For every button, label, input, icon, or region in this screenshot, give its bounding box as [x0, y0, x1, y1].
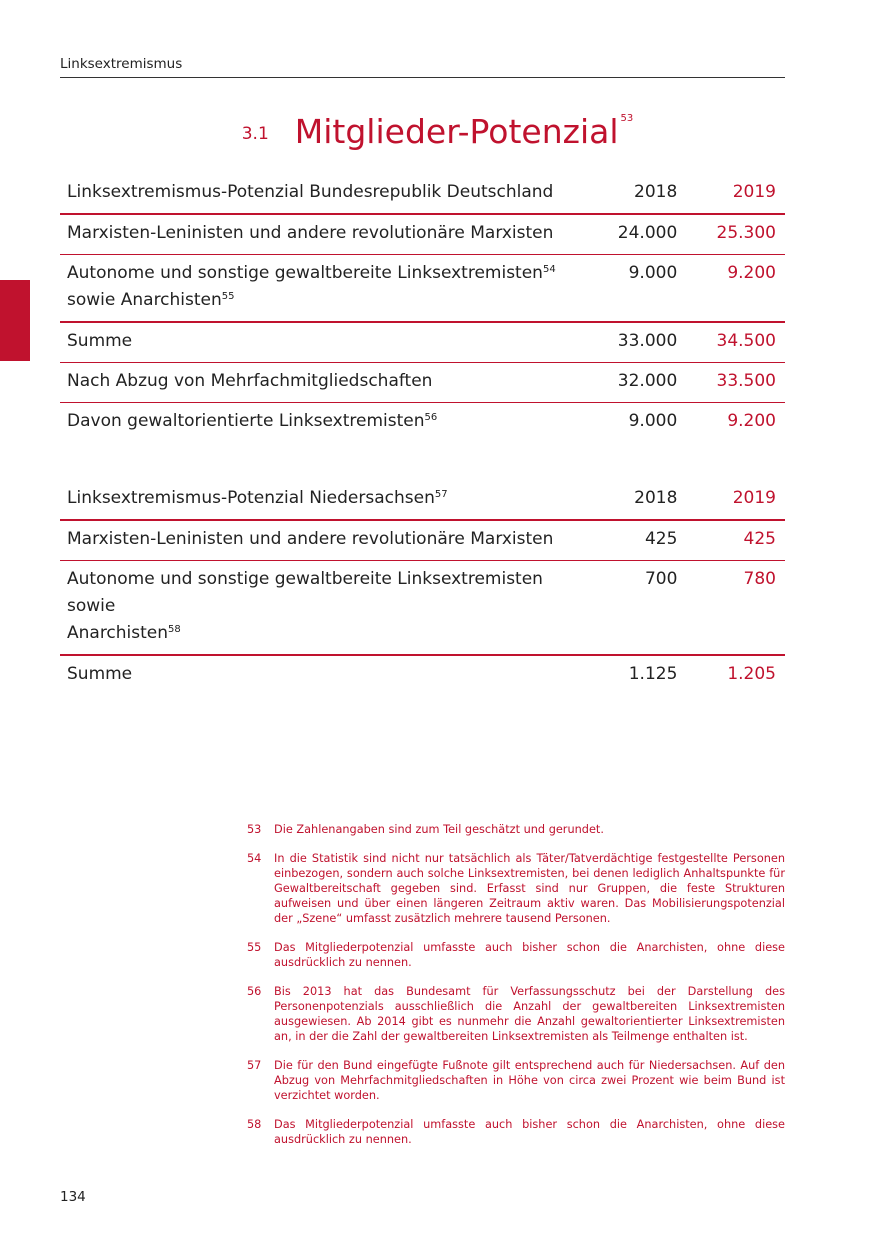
year-2018-header: 2018 — [582, 174, 681, 214]
footnote-ref: 56 — [424, 412, 438, 423]
row-label: Marxisten-Leninisten und andere revolutionäre Marxisten — [60, 214, 582, 255]
value-2018: 9.000 — [628, 411, 678, 431]
footnote — [247, 851, 785, 926]
value-2019: 780 — [680, 561, 785, 656]
footnote-ref: 55 — [221, 291, 235, 302]
table-row — [60, 363, 785, 403]
value-2019: 9.200 — [680, 255, 785, 323]
page-number: 134 — [60, 1189, 86, 1205]
running-head-title: Linksextremismus — [60, 56, 183, 72]
footnote — [247, 1117, 785, 1147]
table-row — [60, 520, 785, 561]
table-header-row — [60, 480, 785, 520]
year-2018-header: 2018 — [582, 480, 681, 520]
value-2019: 1.205 — [727, 664, 776, 684]
section-heading — [0, 112, 875, 151]
value-2019: 25.300 — [680, 214, 785, 255]
section-title: Mitglieder-Potenzial — [294, 112, 619, 151]
table-bund — [60, 174, 785, 442]
footnote — [247, 984, 785, 1044]
footnote-number: 56 — [247, 985, 262, 998]
value-2018: 9.000 — [582, 255, 681, 323]
table-header-row — [60, 174, 785, 214]
row-label: Summe — [67, 664, 133, 684]
footnote-number: 55 — [247, 941, 262, 954]
footnote-number: 58 — [247, 1118, 262, 1131]
value-2018: 32.000 — [582, 363, 681, 403]
footnote-number: 57 — [247, 1059, 262, 1072]
footnote — [247, 1058, 785, 1103]
value-2018: 33.000 — [582, 322, 681, 363]
footnote-text: Das Mitgliederpotenzial umfasste auch bisher schon die Anarchisten, ohne diese ausdrücklich zu nennen. — [274, 1118, 785, 1146]
row-label: Nach Abzug von Mehrfachmitgliedschaften — [60, 363, 582, 403]
footnote-text: Das Mitgliederpotenzial umfasste auch bisher schon die Anarchisten, ohne diese ausdrücklich zu nennen. — [274, 941, 785, 969]
footnote-text: In die Statistik sind nicht nur tatsächlich als Täter/Tatverdächtige festgestellte Personen einbezogen, sondern auch solche Linksextremisten, bei denen lediglich Anhaltspunkte für Gewaltbereitschaft gegeben sind. Erfasst sind nur Gruppen, die feste Strukturen aufweisen und über einen längeren Zeitraum aktiv waren. Das Mobilisierungspotenzial der „Szene“ umfasst zusätzlich mehrere tausend Personen. — [274, 852, 785, 925]
footnote-number: 54 — [247, 852, 262, 865]
footnote-text: Die Zahlenangaben sind zum Teil geschätzt und gerundet. — [274, 823, 604, 836]
table-title: Linksextremismus-Potenzial Bundesrepublik Deutschland — [60, 174, 582, 214]
footnote-ref: 53 — [620, 113, 634, 124]
table-row — [60, 322, 785, 363]
footnote — [247, 940, 785, 970]
row-label: Autonome und sonstige gewaltbereite Linksextremisten sowie Anarchisten$^{58}$ — [60, 561, 582, 656]
footnote — [247, 822, 785, 837]
row-label: Marxisten-Leninisten und andere revolutionäre Marxisten — [60, 520, 582, 561]
footnote-number: 53 — [247, 823, 262, 836]
value-2018: 425 — [582, 520, 681, 561]
value-2018: 1.125 — [628, 664, 678, 684]
value-2019: 34.500 — [680, 322, 785, 363]
value-2019: 425 — [680, 520, 785, 561]
row-label: Davon gewaltorientierte Linksextremisten$^{56}$ — [67, 411, 438, 431]
footnote-ref: 54 — [542, 264, 556, 275]
table-row — [60, 255, 785, 323]
year-2019-header: 2019 — [680, 480, 785, 520]
chapter-side-tab — [0, 280, 30, 361]
running-head — [60, 56, 785, 78]
value-2018: 700 — [582, 561, 681, 656]
year-2019-header: 2019 — [680, 174, 785, 214]
footnote-text: Bis 2013 hat das Bundesamt für Verfassungsschutz bei der Darstellung des Personenpotenzials ausschließlich die Anzahl der gewaltbereiten Linksextremisten ausgewiesen. Ab 2014 gibt es nunmehr die Anzahl gewaltorientierter Linksextremisten an, in der die Zahl der gewaltbereiten Linksextremisten als Teilmenge enthalten ist. — [274, 985, 785, 1043]
footnote-ref: 58 — [168, 624, 181, 635]
section-number: 3.1 — [241, 124, 269, 144]
table-row — [60, 561, 785, 656]
value-2019: 9.200 — [727, 411, 776, 431]
value-2018: 24.000 — [582, 214, 681, 255]
footnotes — [247, 822, 785, 1161]
row-label: Summe — [60, 322, 582, 363]
table-row — [60, 655, 785, 695]
table-row — [60, 403, 785, 443]
table-niedersachsen — [60, 480, 785, 695]
footnote-ref: 57 — [434, 489, 448, 500]
value-2019: 33.500 — [680, 363, 785, 403]
table-title: Linksextremismus-Potenzial Niedersachsen$^{57}$ — [60, 480, 582, 520]
row-label: Autonome und sonstige gewaltbereite Linksextremisten$^{54}$ sowie Anarchisten$^{55}$ — [60, 255, 582, 323]
footnote-text: Die für den Bund eingefügte Fußnote gilt entsprechend auch für Niedersachsen. Auf den Abzug von Mehrfachmitgliedschaften in Höhe von circa zwei Prozent wie beim Bund ist verzichtet worden. — [274, 1059, 785, 1102]
table-row — [60, 214, 785, 255]
